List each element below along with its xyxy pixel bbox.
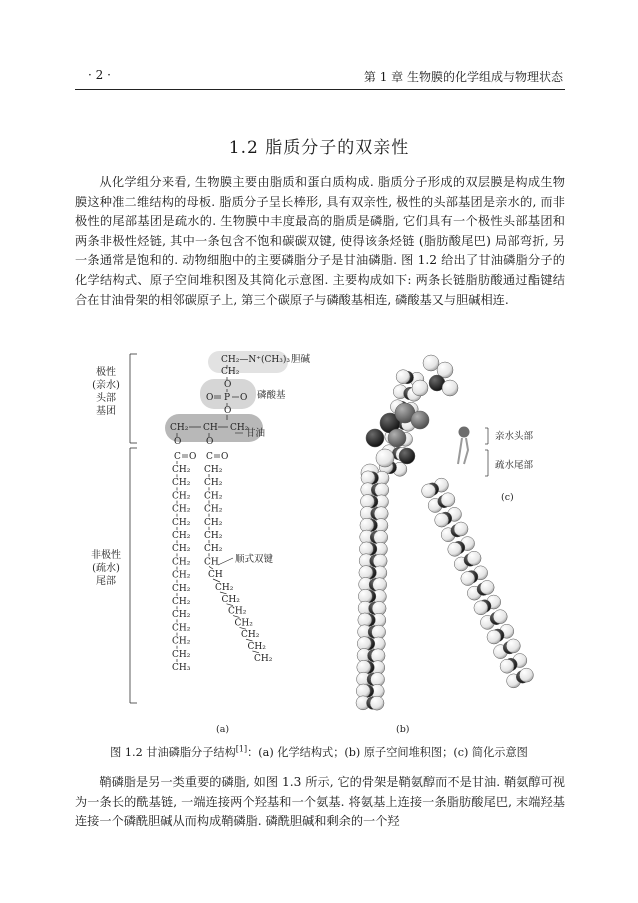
atom [500,659,514,673]
atom [493,610,507,624]
saturated-chain [172,461,191,673]
formula-o: O [240,393,248,403]
label-choline: 胆碱 [291,354,311,365]
atom [412,380,428,396]
body-paragraph-2 [75,773,565,832]
atom [396,370,410,384]
chain-ch2: CH₂ [172,531,191,541]
formula-o: O [224,406,232,416]
figure-svg [75,348,565,738]
atom [448,542,462,556]
label-glycerol: 甘油 [246,428,266,439]
glycerol-ch: CH [203,423,218,433]
atom [411,411,429,429]
section-title: 1.2 脂质分子的双亲性 [228,138,410,158]
chain-ch2: CH₂ [247,642,266,652]
formula-ch2: CH₂ [221,367,240,377]
chain-ch2: CH₂ [204,517,223,528]
panel-label-b: (b) [396,724,410,735]
label-nonpolar-2: (疏水) [92,563,120,574]
choline-formula: CH₂—N⁺(CH₃)₃ [221,355,290,365]
chain-ch2: CH₂ [172,491,191,502]
chain-ch2: CH₂ [172,478,191,489]
chain-ch: CH [208,570,223,580]
chain-ch2: CH₂ [228,606,247,617]
lipid-head-icon [459,427,470,438]
panel-label-c: (c) [501,492,514,503]
paragraph-text: 鞘磷脂是另一类重要的磷脂, 如图 1.3 所示, 它的骨架是鞘氨醇而不是甘油. 鞘氨醇可视为一条长的酰基链, 一端连接两个羟基和一个氨基. 将氨基上连接一条脂肪酸尾巴, 末端羟基连接一个磷酰胆碱从而构成鞘磷脂. 磷酰胆碱和剩余的一个羟 [75,775,565,829]
atom [506,639,520,653]
simplified-lipid-icon [458,427,470,465]
atom [519,668,533,682]
atom [441,493,455,507]
chain-ch3: CH₃ [172,663,191,673]
chain-ch: CH [204,557,219,568]
label-hydrophilic-head: 亲水头部 [495,431,534,442]
chain-ch2: CH₂ [172,504,191,515]
carbonyl-c-left: C [174,452,181,462]
chain-ch2: CH₂ [172,649,191,660]
chain-ch2: CH₂ [172,597,191,607]
polar-head-bracket [130,354,137,443]
chain-ch2: CH₂ [204,504,223,515]
figure-caption [0,744,638,760]
atom [376,449,394,467]
atom [487,630,501,644]
ester-o-left: O [174,437,182,447]
caption-prefix: 图 1.2 甘油磷脂分子结构 [110,746,236,759]
chain-ch2: CH₂ [254,653,273,664]
atom [454,522,468,536]
chain-ch2: CH₂ [204,544,223,555]
atom [370,696,384,710]
chain-ch2: CH₂ [172,570,191,581]
chain-ch2: CH₂ [172,517,191,528]
figure-1-2 [75,348,565,738]
chain-ch2: CH₂ [204,465,223,475]
atom [480,580,494,594]
chain-ch2: CH₂ [221,594,240,605]
label-nonpolar-1: 非极性 [91,550,121,561]
label-hydrophobic-tail: 疏水尾部 [495,460,534,471]
page-number: · 2 · [88,68,111,82]
formula-o: O [206,393,214,403]
atom [461,572,475,586]
atom [467,551,481,565]
label-polar-3: 头部 [96,393,116,404]
carbonyl-c-right: C [206,452,213,462]
panel-label-a: (a) [216,724,230,735]
atom [474,601,488,615]
atom [366,429,384,447]
atom [388,429,406,447]
atom [399,448,415,464]
caption-reference: [1] [235,744,248,754]
chain-ch2: CH₂ [172,583,191,594]
glycerol-ch2-right: CH₂ [230,423,249,433]
chain-ch2: CH₂ [172,544,191,555]
label-polar-1: 极性 [96,367,116,378]
chain-ch2: CH₂ [234,618,253,629]
label-polar-2: (亲水) [92,380,120,391]
paragraph-text: 从化学组分来看, 生物膜主要由脂质和蛋白质构成. 脂质分子形成的双层膜是构成生物膜这种准二维结构的母板. 脂质分子呈长棒形, 具有双亲性, 极性的头部基团是亲水的, 而非极性的尾部基团是疏水的. 生物膜中丰度最高的脂质是磷脂, 它们具有一个极性头部基团和两条非极性烃链, 其中一条包含不饱和碳碳双键, 使得该条烃链 (脂肪酸尾巴) 局部弯折, 另一条通常是饱和的. 动物细胞中的主要磷脂分子是甘油磷脂. 图 1.2 给出了甘油磷脂分子的化学结构式、原子空间堆积图及其简化示意图. 主要构成如下: 两条长链脂肪酸通过酯键结合在甘油骨架的相邻碳原子上, 第三个碳原子与磷酸基相连, 磷酸基又与胆碱相连. [75,175,565,307]
atom [442,380,458,396]
label-phosphate: 磷酸基 [257,390,286,401]
chain-ch2: CH₂ [172,636,191,647]
lipid-tail-icon [458,438,468,464]
chain-ch2: CH₂ [172,465,191,475]
simplified-bracket-head [485,428,488,476]
chain-ch2: CH₂ [172,557,191,568]
running-header: 第 1 章 生物膜的化学组成与物理状态 [363,70,563,84]
ester-o-right: O [206,437,214,447]
body-paragraph-1 [75,173,565,310]
chain-ch2: CH₂ [172,623,191,634]
carbonyl-o-left: O [189,452,197,462]
chain-ch2: CH₂ [172,610,191,621]
glycerol-ch2-left: CH₂ [170,423,189,433]
formula-p: P [224,393,231,403]
space-filling-model [356,355,533,710]
chain-ch2: CH₂ [204,491,223,502]
atom [435,513,449,527]
chain-ch2: CH₂ [204,531,223,541]
chain-ch2: CH₂ [215,583,234,593]
formula-o: O [224,380,232,390]
caption-suffix: ：(a) 化学结构式；(b) 原子空间堆积图；(c) 简化示意图 [247,746,528,759]
label-nonpolar-3: 尾部 [96,576,116,587]
chain-ch2: CH₂ [241,630,260,641]
atom [423,355,439,371]
header-rule [75,89,565,90]
nonpolar-tail-bracket [130,448,137,703]
atom [422,484,436,498]
chain-ch2: CH₂ [204,478,223,489]
carbonyl-o-right: O [221,452,229,462]
label-cis-double-bond: 顺式双键 [235,554,274,565]
label-polar-4: 基团 [96,406,116,417]
